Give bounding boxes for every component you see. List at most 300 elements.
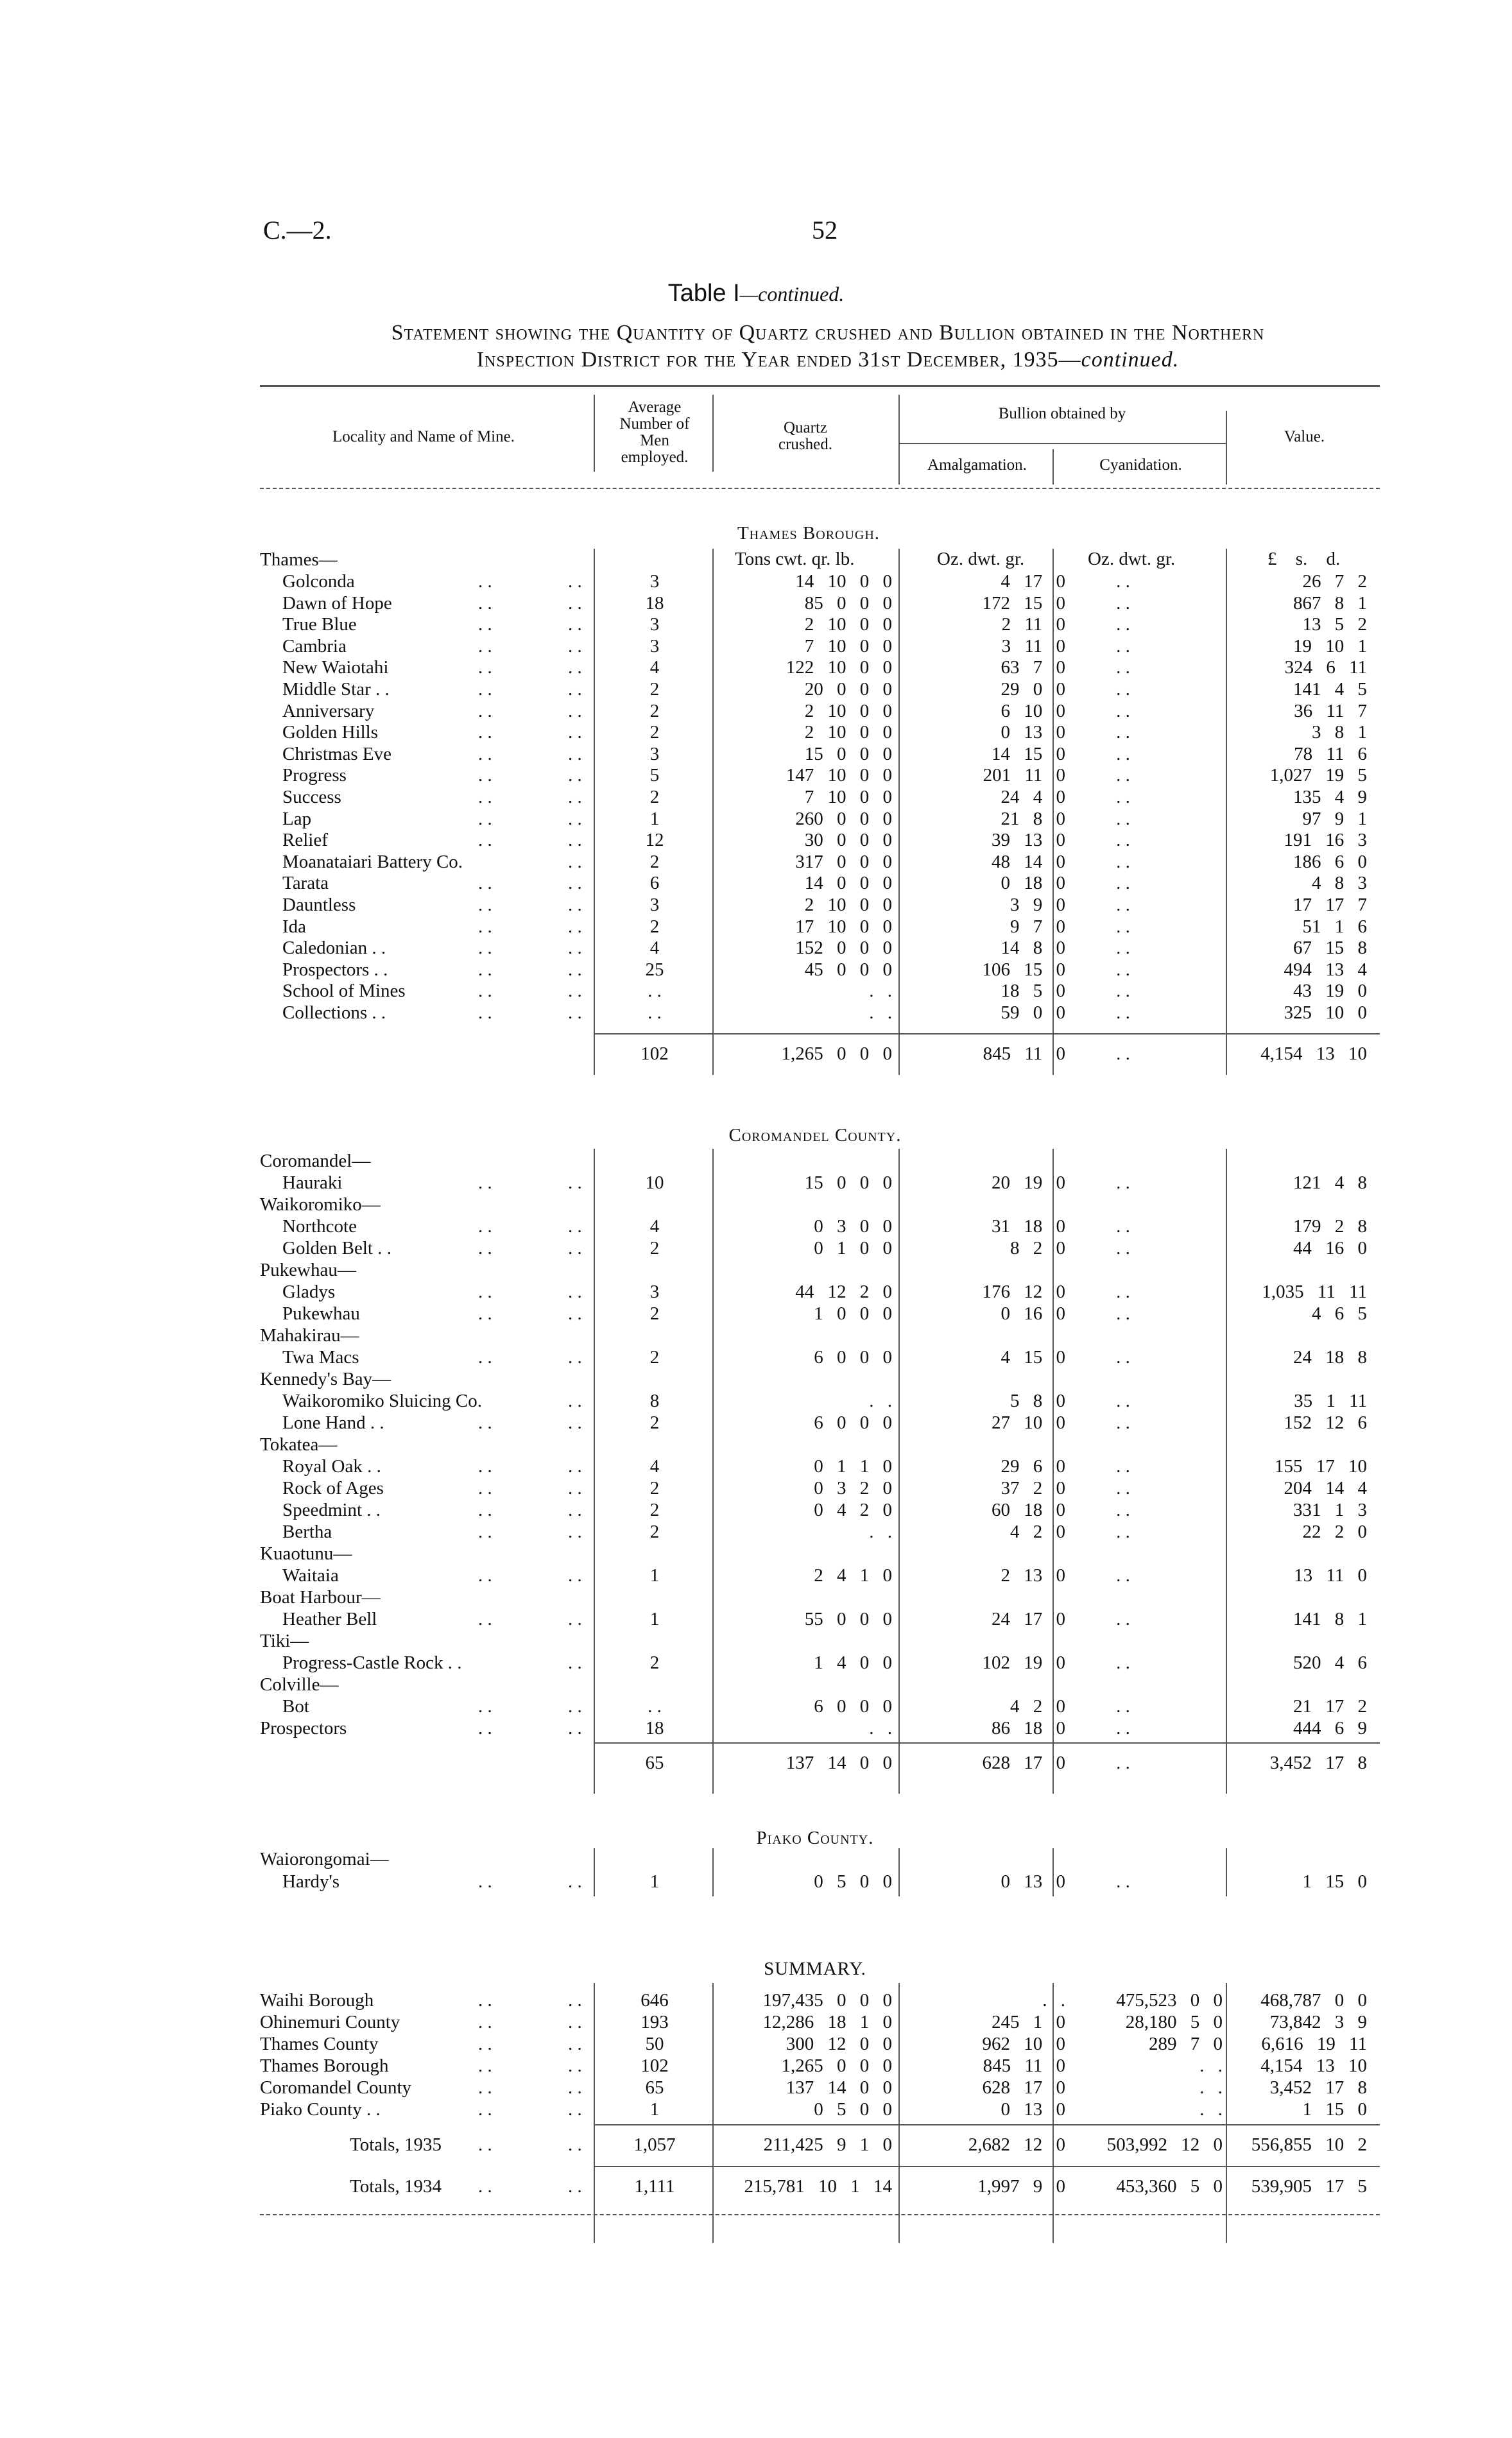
leader-dots: . . [568, 1871, 582, 1892]
unit-cyanidation: Oz. dwt. gr. [1088, 549, 1176, 569]
amalgamation: 106 15 0 [982, 959, 1065, 980]
cyanidation: . . [1116, 1282, 1130, 1302]
men-employed: 12 [645, 830, 664, 851]
cyanidation: . . [1116, 679, 1130, 700]
amalgamation: 24 4 0 [1001, 787, 1065, 807]
men-employed: 3 [649, 571, 660, 592]
table-row [0, 592, 1512, 614]
leader-dots: . . [478, 657, 492, 678]
cyanidation: . . [1116, 1238, 1130, 1258]
cyanidation: . . [1116, 571, 1130, 592]
leader-dots: . . [568, 2176, 582, 2197]
men-employed: 4 [649, 657, 660, 678]
mine-name: Waihi Borough [260, 1990, 374, 2011]
quartz-crushed: 85 0 0 0 [804, 592, 892, 614]
mine-name: Prospectors [260, 1718, 347, 1738]
leader-dots: . . [568, 2134, 582, 2155]
leader-dots: . . [568, 1002, 582, 1023]
document-reference: C.—2. [263, 216, 332, 245]
table-row [0, 700, 1512, 722]
value: 520 4 6 [1293, 1653, 1367, 1673]
mine-name: Cambria [282, 635, 347, 657]
value: 13 5 2 [1302, 614, 1367, 635]
leader-dots: . . [568, 679, 582, 700]
col-value: Value. [1284, 428, 1325, 445]
mine-name: Success [282, 787, 341, 807]
leader-dots: . . [478, 1718, 492, 1738]
value: 35 1 11 [1294, 1391, 1367, 1411]
amalgamation: . . [1042, 1990, 1065, 2011]
summary-row [0, 1989, 1512, 2011]
mine-name: Lone Hand . . [282, 1412, 384, 1433]
mine-name: Golden Hills [282, 722, 379, 743]
piako-divider-3 [898, 1848, 900, 1896]
quartz-crushed: 20 0 0 0 [804, 679, 892, 700]
mine-name: Middle Star . . [282, 679, 390, 700]
quartz-crushed: 14 0 0 0 [804, 873, 892, 894]
leader-dots: . . [478, 1282, 492, 1302]
amalgamation: 0 16 0 [1001, 1303, 1065, 1324]
men-employed: 2 [649, 1303, 660, 1324]
leader-dots: . . [568, 1522, 582, 1542]
quartz-crushed: 0 5 0 0 [814, 1871, 892, 1892]
leader-dots: . . [568, 1456, 582, 1477]
mine-name: Gladys [282, 1282, 336, 1302]
total-amalgamation: 845 11 0 [983, 1043, 1065, 1064]
table-row [0, 1259, 1512, 1281]
total-quartz: 215,781 10 1 14 [744, 2176, 892, 2197]
leader-dots: . . [568, 1391, 582, 1411]
table-row [0, 657, 1512, 678]
unit-value: £ s. d. [1267, 549, 1341, 569]
cyanidation: . . [1116, 959, 1130, 980]
group-row [0, 1848, 1512, 1870]
table-row [0, 743, 1512, 765]
mine-name: Dauntless [282, 895, 356, 915]
caption-line-2-italic: continued. [1081, 348, 1180, 372]
value: 324 6 11 [1284, 657, 1367, 678]
col-men-line: employed. [621, 449, 689, 466]
group-label: Colville— [260, 1674, 339, 1695]
amalgamation: 86 18 0 [992, 1718, 1065, 1738]
leader-dots: . . [478, 959, 492, 980]
table-row [0, 1303, 1512, 1325]
value: 1 15 0 [1302, 2099, 1367, 2120]
coro-divider-3 [898, 1149, 900, 1794]
sum-divider-3 [898, 1983, 900, 2243]
quartz-crushed: 260 0 0 0 [795, 808, 892, 829]
quartz-crushed: 12,286 18 1 0 [762, 2012, 892, 2032]
leader-dots: . . [568, 657, 582, 678]
men-employed: 25 [645, 959, 664, 980]
quartz-crushed: . . [869, 981, 892, 1002]
leader-dots: . . [568, 873, 582, 894]
mine-name: Royal Oak . . [282, 1456, 381, 1477]
table-row [0, 1608, 1512, 1630]
total-men: 1,111 [634, 2176, 675, 2197]
leader-dots: . . [568, 830, 582, 851]
leader-dots: . . [568, 2077, 582, 2098]
header-divider-4 [1052, 449, 1054, 485]
group-label: Boat Harbour— [260, 1587, 381, 1608]
value: 1,035 11 11 [1262, 1282, 1367, 1302]
men-employed: 2 [649, 1500, 660, 1520]
men-employed: 2 [649, 787, 660, 807]
leader-dots: . . [478, 571, 492, 592]
amalgamation: 29 6 0 [1001, 1456, 1065, 1477]
summary-row [0, 2099, 1512, 2120]
leader-dots: . . [568, 1347, 582, 1368]
mine-name: Golden Belt . . [282, 1238, 391, 1258]
table-title-name: Table I [667, 280, 740, 307]
mine-name: Moanataiari Battery Co. [282, 851, 463, 872]
mine-name: Lap [282, 808, 312, 829]
quartz-crushed: 0 1 0 0 [814, 1238, 892, 1258]
table-row [0, 1150, 1512, 1172]
table-row [0, 894, 1512, 916]
leader-dots: . . [568, 808, 582, 829]
leader-dots: . . [478, 2077, 492, 2098]
men-employed: 2 [649, 851, 660, 872]
amalgamation: 39 13 0 [992, 830, 1065, 851]
quartz-crushed: . . [869, 1391, 892, 1411]
value: 179 2 8 [1293, 1216, 1367, 1237]
value: 44 16 0 [1293, 1238, 1367, 1258]
men-employed: 6 [649, 873, 660, 894]
men-employed: 4 [649, 1216, 660, 1237]
leader-dots: . . [478, 2034, 492, 2054]
coro-total-rule [594, 1742, 1380, 1744]
cyanidation: . . [1116, 1718, 1130, 1738]
leader-dots: . . [478, 873, 492, 894]
value: 141 8 1 [1293, 1609, 1367, 1629]
cyanidation: . . [1116, 873, 1130, 894]
mine-name: Rock of Ages [282, 1478, 384, 1498]
table-row [0, 808, 1512, 830]
amalgamation: 14 15 0 [992, 743, 1065, 764]
quartz-crushed: 0 1 1 0 [814, 1456, 892, 1477]
total-amalgamation: 2,682 12 0 [968, 2134, 1065, 2155]
men-employed: 3 [649, 614, 660, 635]
cyanidation: . . [1116, 1696, 1130, 1717]
quartz-crushed: 6 0 0 0 [814, 1412, 892, 1433]
table-row [0, 1412, 1512, 1434]
table-row [0, 851, 1512, 873]
table-row [0, 1499, 1512, 1521]
leader-dots: . . [478, 1172, 492, 1193]
leader-dots: . . [568, 2099, 582, 2120]
mine-name: Prospectors . . [282, 959, 388, 980]
group-label: Pukewhau— [260, 1260, 356, 1280]
quartz-crushed: 317 0 0 0 [795, 851, 892, 872]
cyanidation: 28,180 5 0 [1125, 2012, 1223, 2032]
piako-divider-5 [1226, 1848, 1227, 1896]
leader-dots: . . [478, 787, 492, 807]
table-row [0, 1652, 1512, 1674]
table-row [0, 829, 1512, 851]
total-amalgamation: 1,997 9 0 [977, 2176, 1065, 2197]
mine-name: Hauraki [282, 1172, 343, 1193]
value: 43 19 0 [1293, 981, 1367, 1002]
leader-dots: . . [478, 2134, 492, 2155]
table-row [0, 1455, 1512, 1477]
amalgamation: 201 11 0 [983, 765, 1065, 786]
caption-line-2 [257, 347, 1399, 373]
cyanidation: . . [1116, 1565, 1130, 1586]
quartz-crushed: 2 10 0 0 [804, 700, 892, 721]
leader-dots: . . [568, 1696, 582, 1717]
leader-dots: . . [568, 592, 582, 614]
totals-label: Totals, 1934 [350, 2176, 442, 2197]
leader-dots: . . [568, 895, 582, 915]
unit-quartz: Tons cwt. qr. lb. [735, 549, 855, 569]
thames-divider-1 [594, 549, 595, 1075]
quartz-crushed: 44 12 2 0 [795, 1282, 892, 1302]
amalgamation: 18 5 0 [1001, 981, 1065, 1002]
cyanidation: . . [1116, 765, 1130, 786]
cyanidation: . . [1116, 1412, 1130, 1433]
men-employed: 2 [649, 1238, 660, 1258]
summary-total-rule [594, 2124, 1380, 2125]
sum-divider-1 [594, 1983, 595, 2243]
amalgamation: 48 14 0 [992, 851, 1065, 872]
value: 26 7 2 [1302, 571, 1367, 592]
table-row [0, 1565, 1512, 1586]
piako-divider-1 [594, 1848, 595, 1896]
table-bottom-rule [260, 2214, 1380, 2215]
table-row [0, 1521, 1512, 1543]
leader-dots: . . [568, 787, 582, 807]
table-caption [257, 320, 1399, 373]
cyanidation: . . [1116, 787, 1130, 807]
mine-name: Piako County . . [260, 2099, 381, 2120]
value: 152 12 6 [1284, 1412, 1367, 1433]
quartz-crushed: . . [869, 1522, 892, 1542]
mine-name: Bot [282, 1696, 309, 1717]
header-divider-5 [1226, 411, 1227, 485]
men-employed: 4 [649, 938, 660, 959]
leader-dots: . . [478, 614, 492, 635]
cyanidation: . . [1116, 1522, 1130, 1542]
leader-dots: . . [478, 1303, 492, 1324]
table-row [0, 1215, 1512, 1237]
coro-divider-4 [1052, 1149, 1054, 1794]
mine-name: Dawn of Hope [282, 592, 392, 614]
table-row [0, 635, 1512, 657]
men-employed: 2 [649, 1478, 660, 1498]
value: 19 10 1 [1293, 635, 1367, 657]
table-row [0, 764, 1512, 786]
quartz-crushed: 0 5 0 0 [814, 2099, 892, 2120]
leader-dots: . . [478, 1871, 492, 1892]
quartz-crushed: 30 0 0 0 [804, 830, 892, 851]
value: 155 17 10 [1275, 1456, 1367, 1477]
leader-dots: . . [568, 765, 582, 786]
summary-row [0, 2033, 1512, 2055]
mine-name: Christmas Eve [282, 743, 391, 764]
amalgamation: 8 2 0 [1010, 1238, 1065, 1258]
quartz-crushed: 0 3 0 0 [814, 1216, 892, 1237]
quartz-crushed: 17 10 0 0 [795, 916, 892, 937]
men-employed: 8 [649, 1391, 660, 1411]
mine-name: Ohinemuri County [260, 2012, 400, 2032]
amalgamation: 9 7 0 [1010, 916, 1065, 937]
cyanidation: . . [1116, 938, 1130, 959]
cyanidation: . . [1116, 808, 1130, 829]
group-label: Kennedy's Bay— [260, 1369, 391, 1389]
mine-name: Anniversary [282, 700, 375, 721]
leader-dots: . . [568, 2012, 582, 2032]
col-bullion: Bullion obtained by [998, 405, 1126, 422]
leader-dots: . . [478, 2099, 492, 2120]
amalgamation: 29 0 0 [1001, 679, 1065, 700]
total-quartz: 211,425 9 1 0 [763, 2134, 892, 2155]
amalgamation: 845 11 0 [983, 2056, 1065, 2076]
mine-name: True Blue [282, 614, 357, 635]
summary-row [0, 2055, 1512, 2077]
sum-divider-5 [1226, 1983, 1227, 2243]
quartz-crushed: 137 14 0 0 [786, 2077, 892, 2098]
total-men: 1,057 [633, 2134, 676, 2155]
cyanidation: . . [1116, 700, 1130, 721]
leader-dots: . . [568, 2034, 582, 2054]
leader-dots: . . [478, 1609, 492, 1629]
men-employed: 3 [649, 1282, 660, 1302]
men-employed: 3 [649, 895, 660, 915]
value: 13 11 0 [1294, 1565, 1367, 1586]
cyanidation: . . [1116, 1172, 1130, 1193]
group-label: Waikoromiko— [260, 1194, 381, 1215]
value: 6,616 19 11 [1261, 2034, 1367, 2054]
table-row [0, 1586, 1512, 1608]
group-label: Waiorongomai— [260, 1849, 389, 1869]
amalgamation: 37 2 0 [1001, 1478, 1065, 1498]
value: 3,452 17 8 [1269, 2077, 1367, 2098]
mine-name: School of Mines [282, 981, 406, 1002]
quartz-crushed: 2 10 0 0 [804, 895, 892, 915]
amalgamation: 0 13 0 [1001, 722, 1065, 743]
sum-divider-2 [712, 1983, 714, 2243]
cyanidation: . . [1116, 1871, 1130, 1892]
group-label: Thames— [260, 549, 338, 570]
total-cyanidation: 453,360 5 0 [1116, 2176, 1223, 2197]
quartz-crushed: 1 0 0 0 [814, 1303, 892, 1324]
mine-name: Twa Macs [282, 1347, 359, 1368]
cyanidation: . . [1116, 592, 1130, 614]
amalgamation: 21 8 0 [1001, 808, 1065, 829]
leader-dots: . . [478, 1216, 492, 1237]
men-employed: 2 [649, 1653, 660, 1673]
thames-total-rule [594, 1033, 1380, 1034]
cyanidation: . . [1116, 830, 1130, 851]
cyanidation: 289 7 0 [1149, 2034, 1223, 2054]
leader-dots: . . [568, 1303, 582, 1324]
summary-row [0, 2011, 1512, 2033]
amalgamation: 0 18 0 [1001, 873, 1065, 894]
thames-divider-2 [712, 549, 714, 1075]
table-row [0, 721, 1512, 743]
header-divider-1 [594, 395, 595, 472]
amalgamation: 962 10 0 [982, 2034, 1065, 2054]
header-top-rule [260, 385, 1380, 387]
amalgamation: 14 8 0 [1001, 938, 1065, 959]
mine-name: Relief [282, 830, 328, 851]
men-employed: 2 [649, 1347, 660, 1368]
total-amalgamation: 628 17 0 [982, 1753, 1065, 1773]
thames-total-row [0, 1043, 1512, 1065]
cyanidation: . . [1116, 1002, 1130, 1023]
table-row [0, 678, 1512, 700]
table-row [0, 1543, 1512, 1565]
total-men: 65 [645, 1753, 664, 1773]
mine-name: Progress-Castle Rock . . [282, 1653, 462, 1673]
cyanidation: 475,523 0 0 [1116, 1990, 1223, 2011]
mine-name: Golconda [282, 571, 355, 592]
amalgamation: 63 7 0 [1001, 657, 1065, 678]
mine-name: Collections . . [282, 1002, 386, 1023]
cyanidation: . . [1116, 1653, 1130, 1673]
quartz-crushed: 14 10 0 0 [795, 571, 892, 592]
amalgamation: 176 12 0 [982, 1282, 1065, 1302]
leader-dots: . . [568, 959, 582, 980]
value: 1 15 0 [1302, 1871, 1367, 1892]
leader-dots: . . [478, 1500, 492, 1520]
men-employed: 2 [649, 722, 660, 743]
leader-dots: . . [568, 1653, 582, 1673]
total-cyanidation: 503,992 12 0 [1106, 2134, 1223, 2155]
value: 17 17 7 [1293, 895, 1367, 915]
cyanidation: . . [1116, 657, 1130, 678]
cyanidation: . . [1116, 614, 1130, 635]
amalgamation: 0 13 0 [1001, 2099, 1065, 2120]
value: 494 13 4 [1284, 959, 1367, 980]
total-quartz: 1,265 0 0 0 [781, 1043, 892, 1064]
mine-name: Ida [282, 916, 307, 937]
group-label: Tiki— [260, 1631, 309, 1651]
header-divider-2 [712, 395, 714, 472]
table-row [0, 980, 1512, 1002]
col-cyanidation: Cyanidation. [1099, 456, 1182, 474]
mine-name: Waitaia [282, 1565, 339, 1586]
table-row [0, 1002, 1512, 1024]
men-employed: 2 [649, 700, 660, 721]
quartz-crushed: 15 0 0 0 [804, 1172, 892, 1193]
total-value: 4,154 13 10 [1260, 1043, 1367, 1064]
quartz-crushed: 122 10 0 0 [786, 657, 892, 678]
header-bottom-rule [260, 488, 1380, 489]
table-row [0, 1695, 1512, 1717]
men-employed: 65 [645, 2077, 664, 2098]
quartz-crushed: 6 0 0 0 [814, 1696, 892, 1717]
quartz-crushed: . . [869, 1002, 892, 1023]
men-employed: 2 [649, 1412, 660, 1433]
leader-dots: . . [568, 614, 582, 635]
cyanidation: . . [1116, 851, 1130, 872]
section-title-thames: Thames Borough. [737, 523, 881, 544]
cyanidation: . . [1116, 1303, 1130, 1324]
totals-label: Totals, 1935 [350, 2134, 442, 2155]
quartz-crushed: 7 10 0 0 [804, 635, 892, 657]
table-row [0, 786, 1512, 808]
men-employed: 2 [649, 1522, 660, 1542]
section-title-summary: SUMMARY. [764, 1959, 866, 1979]
quartz-crushed: 1,265 0 0 0 [781, 2056, 892, 2076]
mine-name: Thames Borough [260, 2056, 389, 2076]
leader-dots: . . [568, 700, 582, 721]
value: 186 6 0 [1293, 851, 1367, 872]
value: 204 14 4 [1284, 1478, 1367, 1498]
group-label: Tokatea— [260, 1434, 338, 1455]
